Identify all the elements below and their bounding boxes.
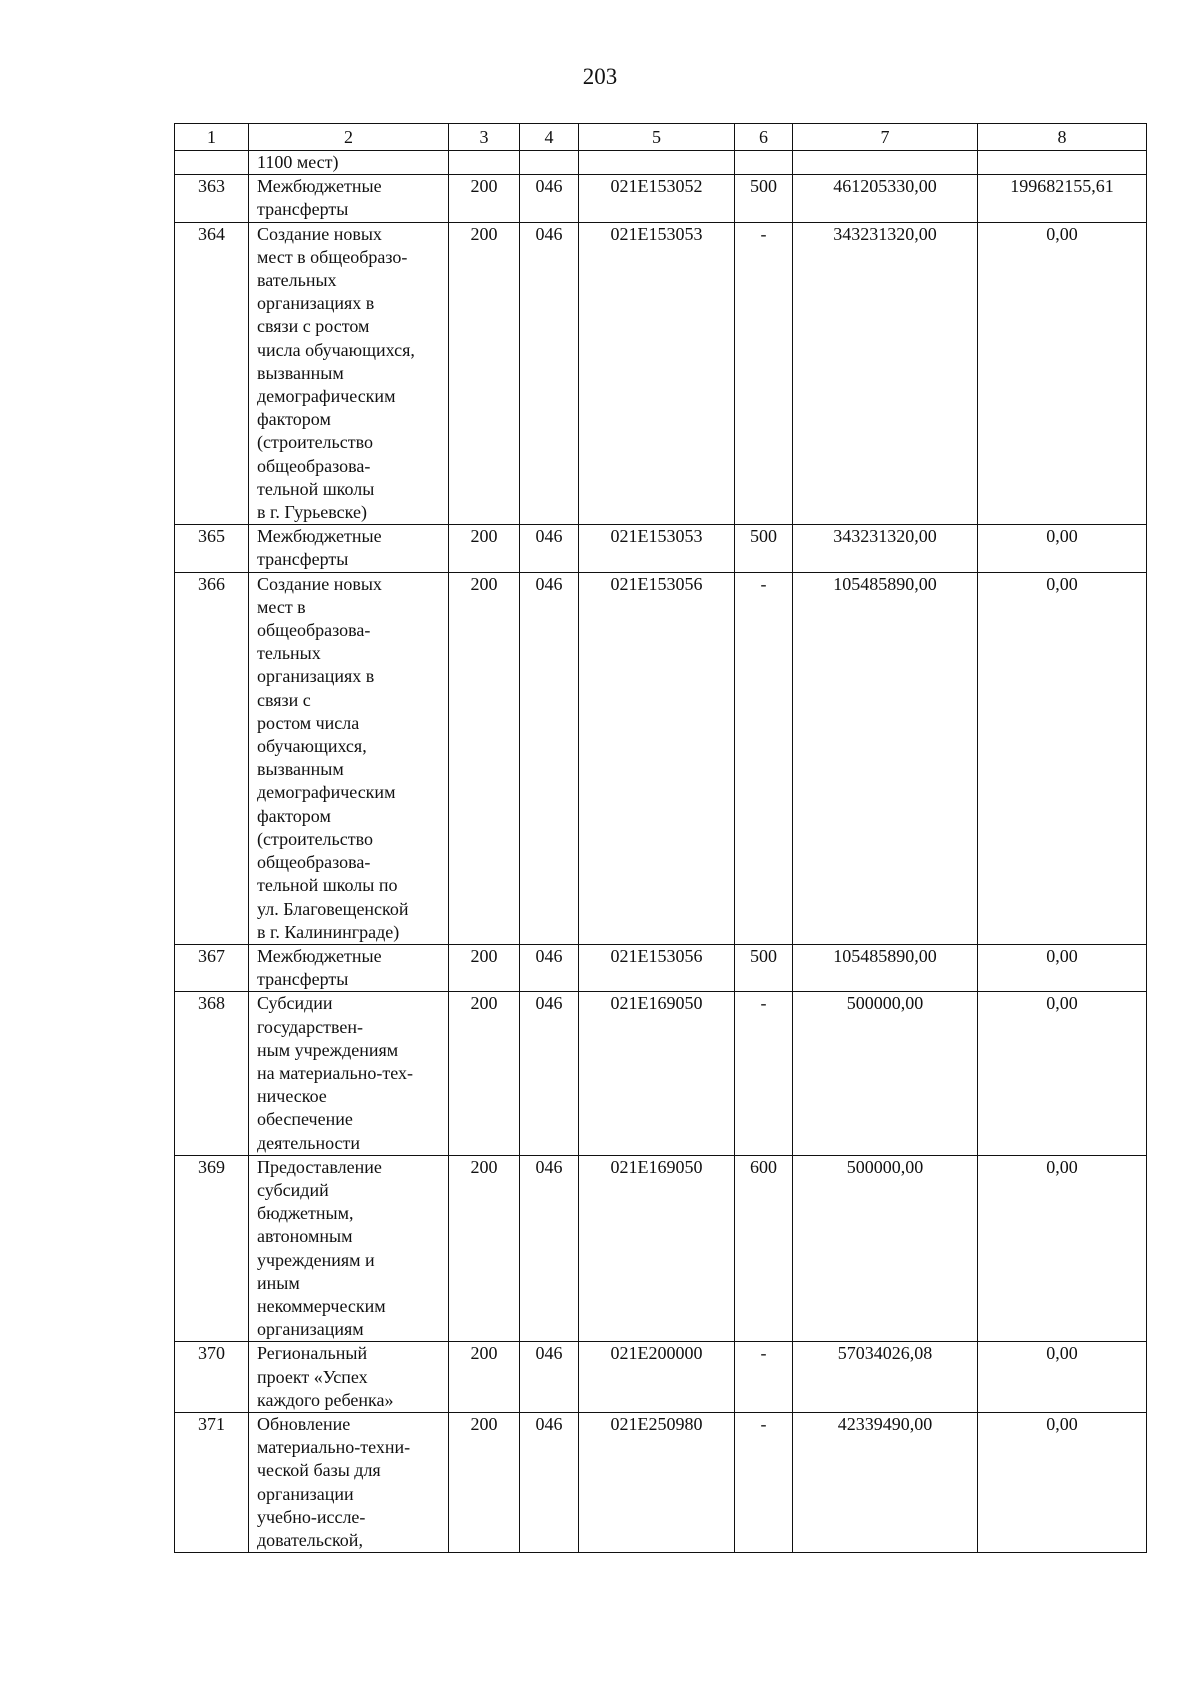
ministry-code: 200	[449, 1155, 520, 1342]
row-number: 367	[175, 944, 249, 991]
amount-year-1: 343231320,00	[793, 222, 978, 525]
section-code: 046	[520, 1412, 579, 1552]
ministry-code: 200	[449, 175, 520, 222]
header-row	[175, 124, 1147, 151]
section-code: 046	[520, 175, 579, 222]
row-number: 365	[175, 525, 249, 572]
amount-year-2: 0,00	[978, 1412, 1147, 1552]
target-article: 021E169050	[579, 1155, 735, 1342]
target-article: 021E153052	[579, 175, 735, 222]
row-number: 368	[175, 992, 249, 1155]
amount-year-1: 57034026,08	[793, 1342, 978, 1413]
row-number: 369	[175, 1155, 249, 1342]
ministry-code: 200	[449, 1342, 520, 1413]
amount-year-1	[793, 151, 978, 175]
table-row	[175, 151, 1147, 175]
amount-year-2: 0,00	[978, 1155, 1147, 1342]
expense-type: 500	[735, 525, 793, 572]
amount-year-2: 0,00	[978, 1342, 1147, 1413]
header-col-5: 5	[579, 124, 735, 151]
target-article: 021E153056	[579, 572, 735, 944]
ministry-code	[449, 151, 520, 175]
amount-year-2: 0,00	[978, 572, 1147, 944]
amount-year-1: 500000,00	[793, 992, 978, 1155]
expense-type: 500	[735, 175, 793, 222]
target-article: 021E153053	[579, 222, 735, 525]
table-row	[175, 992, 1147, 1155]
item-name: Региональный проект «Успех каждого ребенка»	[249, 1342, 449, 1413]
expense-type: -	[735, 1412, 793, 1552]
table-row	[175, 222, 1147, 525]
section-code: 046	[520, 572, 579, 944]
item-name: Предоставление субсидий бюджетным, автономным учреждениям и иным некоммерческим организациям	[249, 1155, 449, 1342]
item-name: Субсидии государствен- ным учреждениям на материально-тех- ническое обеспечение деятельности	[249, 992, 449, 1155]
amount-year-1: 42339490,00	[793, 1412, 978, 1552]
section-code: 046	[520, 1155, 579, 1342]
table-row	[175, 944, 1147, 991]
table-row	[175, 175, 1147, 222]
expense-type: -	[735, 992, 793, 1155]
row-number: 370	[175, 1342, 249, 1413]
header-col-4: 4	[520, 124, 579, 151]
row-number	[175, 151, 249, 175]
table-row	[175, 1412, 1147, 1552]
row-number: 363	[175, 175, 249, 222]
item-name: Создание новых мест в общеобразова- тельных организациях в связи с ростом числа обучающихся, вызванным демографическим фактором (строительство общеобразова- тельной школы по ул. Благовещенской в г. Калининграде)	[249, 572, 449, 944]
target-article: 021E169050	[579, 992, 735, 1155]
item-name: Обновление материально-техни- ческой базы для организации учебно-иссле- довательской,	[249, 1412, 449, 1552]
row-number: 364	[175, 222, 249, 525]
budget-table	[174, 123, 1147, 1553]
header-col-3: 3	[449, 124, 520, 151]
item-name: Создание новых мест в общеобразо- вательных организациях в связи с ростом числа обучающихся, вызванным демографическим фактором (строительство общеобразова- тельной школы в г. Гурьевске)	[249, 222, 449, 525]
amount-year-2: 0,00	[978, 525, 1147, 572]
amount-year-1: 105485890,00	[793, 944, 978, 991]
ministry-code: 200	[449, 992, 520, 1155]
item-name: Межбюджетные трансферты	[249, 175, 449, 222]
header-col-6: 6	[735, 124, 793, 151]
target-article: 021E200000	[579, 1342, 735, 1413]
section-code	[520, 151, 579, 175]
expense-type: 500	[735, 944, 793, 991]
table-row	[175, 572, 1147, 944]
amount-year-1: 461205330,00	[793, 175, 978, 222]
expense-type: -	[735, 222, 793, 525]
header-col-1: 1	[175, 124, 249, 151]
target-article: 021E250980	[579, 1412, 735, 1552]
section-code: 046	[520, 222, 579, 525]
ministry-code: 200	[449, 572, 520, 944]
item-name: 1100 мест)	[249, 151, 449, 175]
amount-year-2: 0,00	[978, 992, 1147, 1155]
expense-type: -	[735, 572, 793, 944]
amount-year-1: 500000,00	[793, 1155, 978, 1342]
target-article: 021E153056	[579, 944, 735, 991]
expense-type: 600	[735, 1155, 793, 1342]
section-code: 046	[520, 992, 579, 1155]
item-name: Межбюджетные трансферты	[249, 944, 449, 991]
amount-year-1: 343231320,00	[793, 525, 978, 572]
amount-year-2: 0,00	[978, 944, 1147, 991]
row-number: 366	[175, 572, 249, 944]
ministry-code: 200	[449, 1412, 520, 1552]
row-number: 371	[175, 1412, 249, 1552]
ministry-code: 200	[449, 222, 520, 525]
table-row	[175, 1342, 1147, 1413]
table-row	[175, 525, 1147, 572]
amount-year-1: 105485890,00	[793, 572, 978, 944]
section-code: 046	[520, 525, 579, 572]
table-row	[175, 1155, 1147, 1342]
section-code: 046	[520, 1342, 579, 1413]
item-name: Межбюджетные трансферты	[249, 525, 449, 572]
header-col-7: 7	[793, 124, 978, 151]
header-col-8: 8	[978, 124, 1147, 151]
amount-year-2: 199682155,61	[978, 175, 1147, 222]
ministry-code: 200	[449, 944, 520, 991]
section-code: 046	[520, 944, 579, 991]
header-col-2: 2	[249, 124, 449, 151]
target-article: 021E153053	[579, 525, 735, 572]
expense-type	[735, 151, 793, 175]
target-article	[579, 151, 735, 175]
amount-year-2	[978, 151, 1147, 175]
page-number: 203	[582, 64, 618, 89]
expense-type: -	[735, 1342, 793, 1413]
amount-year-2: 0,00	[978, 222, 1147, 525]
ministry-code: 200	[449, 525, 520, 572]
